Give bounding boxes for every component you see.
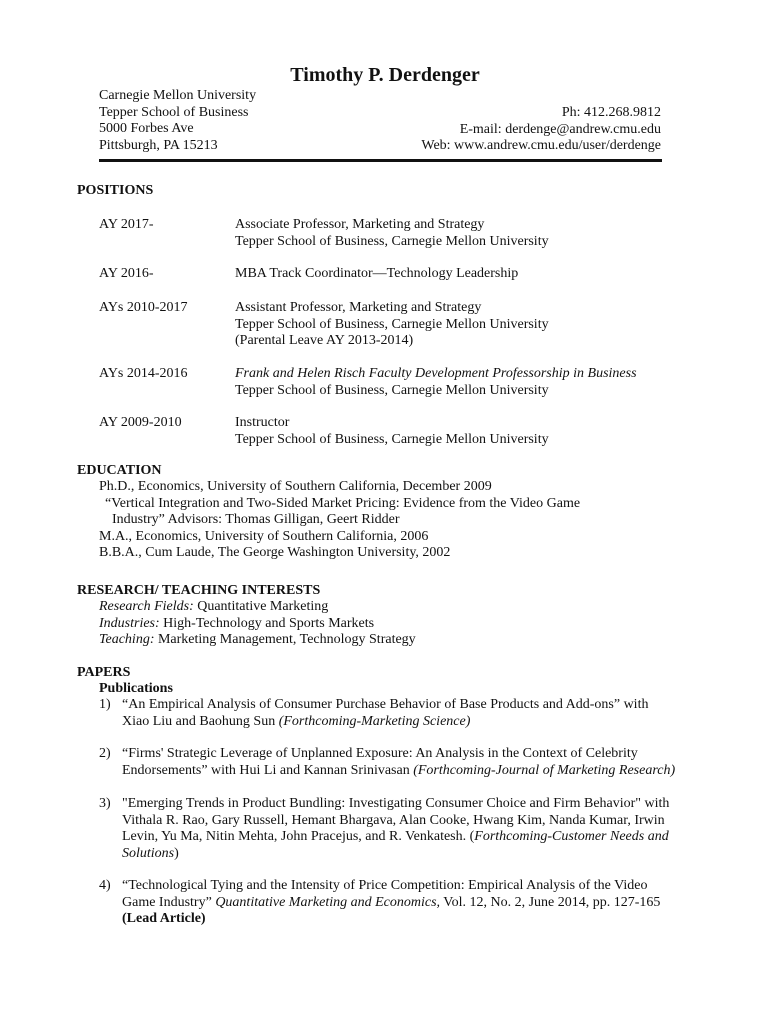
publication-title-end: Game Industry” [122,894,216,910]
publication-line [122,829,670,846]
position-year: AYs 2010-2017 [99,300,188,315]
position-line: Instructor [235,415,290,430]
address-line: Tepper School of Business [99,104,249,120]
interest-label: Teaching: [99,632,155,647]
position-line: Associate Professor, Marketing and Strategy [235,217,485,232]
publication-line: Vithala R. Rao, Gary Russell, Hemant Bhargava, Alan Cooke, Hwang Kim, Nanda Kumar, Irwin [122,812,665,828]
address-block [99,88,256,154]
position-line: Frank and Helen Risch Faculty Development Professorship in Business [235,366,637,381]
lead-article-note: (Lead Article) [122,911,206,926]
publication-number: 4) [99,878,111,893]
positions-heading: POSITIONS [77,183,154,198]
publication-line: “Firms' Strategic Leverage of Unplanned Exposure: An Analysis in the Context of Celebrity [122,746,638,761]
publication-number: 1) [99,697,111,712]
position-description [235,217,675,250]
education-heading: EDUCATION [77,463,162,478]
publication-number: 3) [99,796,111,811]
website: Web: www.andrew.cmu.edu/user/derdenge [421,138,661,153]
interest-label: Industries: [99,615,160,631]
position-year: AYs 2014-2016 [99,366,188,381]
phone: Ph: 412.268.9812 [561,105,661,120]
interest-line [99,616,669,633]
publication-venue: Quantitative Marketing and Economics, [215,894,441,910]
publication-line: “An Empirical Analysis of Consumer Purchase Behavior of Base Products and Add-ons” with [122,697,649,712]
header-divider [99,159,662,162]
interest-line [99,632,669,649]
publication-punct: ) [174,845,179,861]
education-line: M.A., Economics, University of Southern California, 2006 [99,528,429,544]
education-block [99,479,669,562]
position-year: AY 2017- [99,217,154,232]
papers-heading: PAPERS [77,665,131,680]
address-line: 5000 Forbes Ave [99,121,194,136]
publication-text [122,746,676,779]
interest-label: Research Fields: [99,599,194,614]
position-description [235,300,675,350]
position-year: AY 2009-2010 [99,415,182,430]
interest-value: Marketing Management, Technology Strategy [154,632,416,647]
publication-text [122,878,670,928]
position-description [235,415,675,448]
publication-venue: (Forthcoming-Marketing Science) [278,713,471,729]
position-line: Tepper School of Business, Carnegie Mellon University [235,382,549,398]
position-line: Tepper School of Business, Carnegie Mellon University [235,431,549,447]
address-line: Pittsburgh, PA 15213 [99,137,218,153]
publication-venue: Forthcoming-Customer Needs and [474,829,669,844]
position-year: AY 2016- [99,266,154,281]
position-line: Tepper School of Business, Carnegie Mellon University [235,316,549,332]
publication-line: "Emerging Trends in Product Bundling: Investigating Consumer Choice and Firm Behavior" with [122,796,670,811]
position-line: MBA Track Coordinator—Technology Leadership [235,266,519,281]
education-line: B.B.A., Cum Laude, The George Washington University, 2002 [99,545,451,560]
position-line: Tepper School of Business, Carnegie Mellon University [235,233,549,249]
publication-authors: Xiao Liu and Baohung Sun [122,713,279,729]
publication-line [122,895,670,912]
publication-citation: Vol. 12, No. 2, June 2014, pp. 127-165 [440,894,661,910]
publication-authors: Endorsements” with Hui Li and Kannan Srinivasan [122,762,414,778]
position-description [235,366,675,399]
education-line: Ph.D., Economics, University of Southern California, December 2009 [99,479,492,494]
publication-line [122,762,676,780]
publication-text [122,796,670,862]
publication-line [122,846,670,863]
interest-value: High-Technology and Sports Markets [159,615,375,631]
publication-text [122,697,670,730]
education-line: Industry” Advisors: Thomas Gilligan, Geert Ridder [112,512,400,527]
interests-heading: RESEARCH/ TEACHING INTERESTS [77,583,321,598]
publications-subheading: Publications [99,681,173,696]
publication-line: “Technological Tying and the Intensity of Price Competition: Empirical Analysis of the Video [122,878,648,893]
contact-block [421,105,661,155]
publication-venue: (Forthcoming-Journal of Marketing Research) [413,762,676,778]
publication-line [122,714,670,731]
position-line: Assistant Professor, Marketing and Strategy [235,300,482,315]
interest-line [99,599,669,616]
education-line: “Vertical Integration and Two-Sided Market Pricing: Evidence from the Video Game [105,495,581,511]
email: E-mail: derdenge@andrew.cmu.edu [459,121,661,137]
position-line: (Parental Leave AY 2013-2014) [235,333,414,348]
publication-number: 2) [99,746,111,761]
interest-value: Quantitative Marketing [193,599,329,614]
position-description [235,266,675,283]
interests-block [99,599,669,649]
publication-venue: Solutions [122,845,175,861]
cv-name: Timothy P. Derdenger [290,64,480,86]
publication-authors: Levin, Yu Ma, Nitin Mehta, John Pracejus, and R. Venkatesh. ( [122,829,475,844]
address-line: Carnegie Mellon University [99,88,257,103]
